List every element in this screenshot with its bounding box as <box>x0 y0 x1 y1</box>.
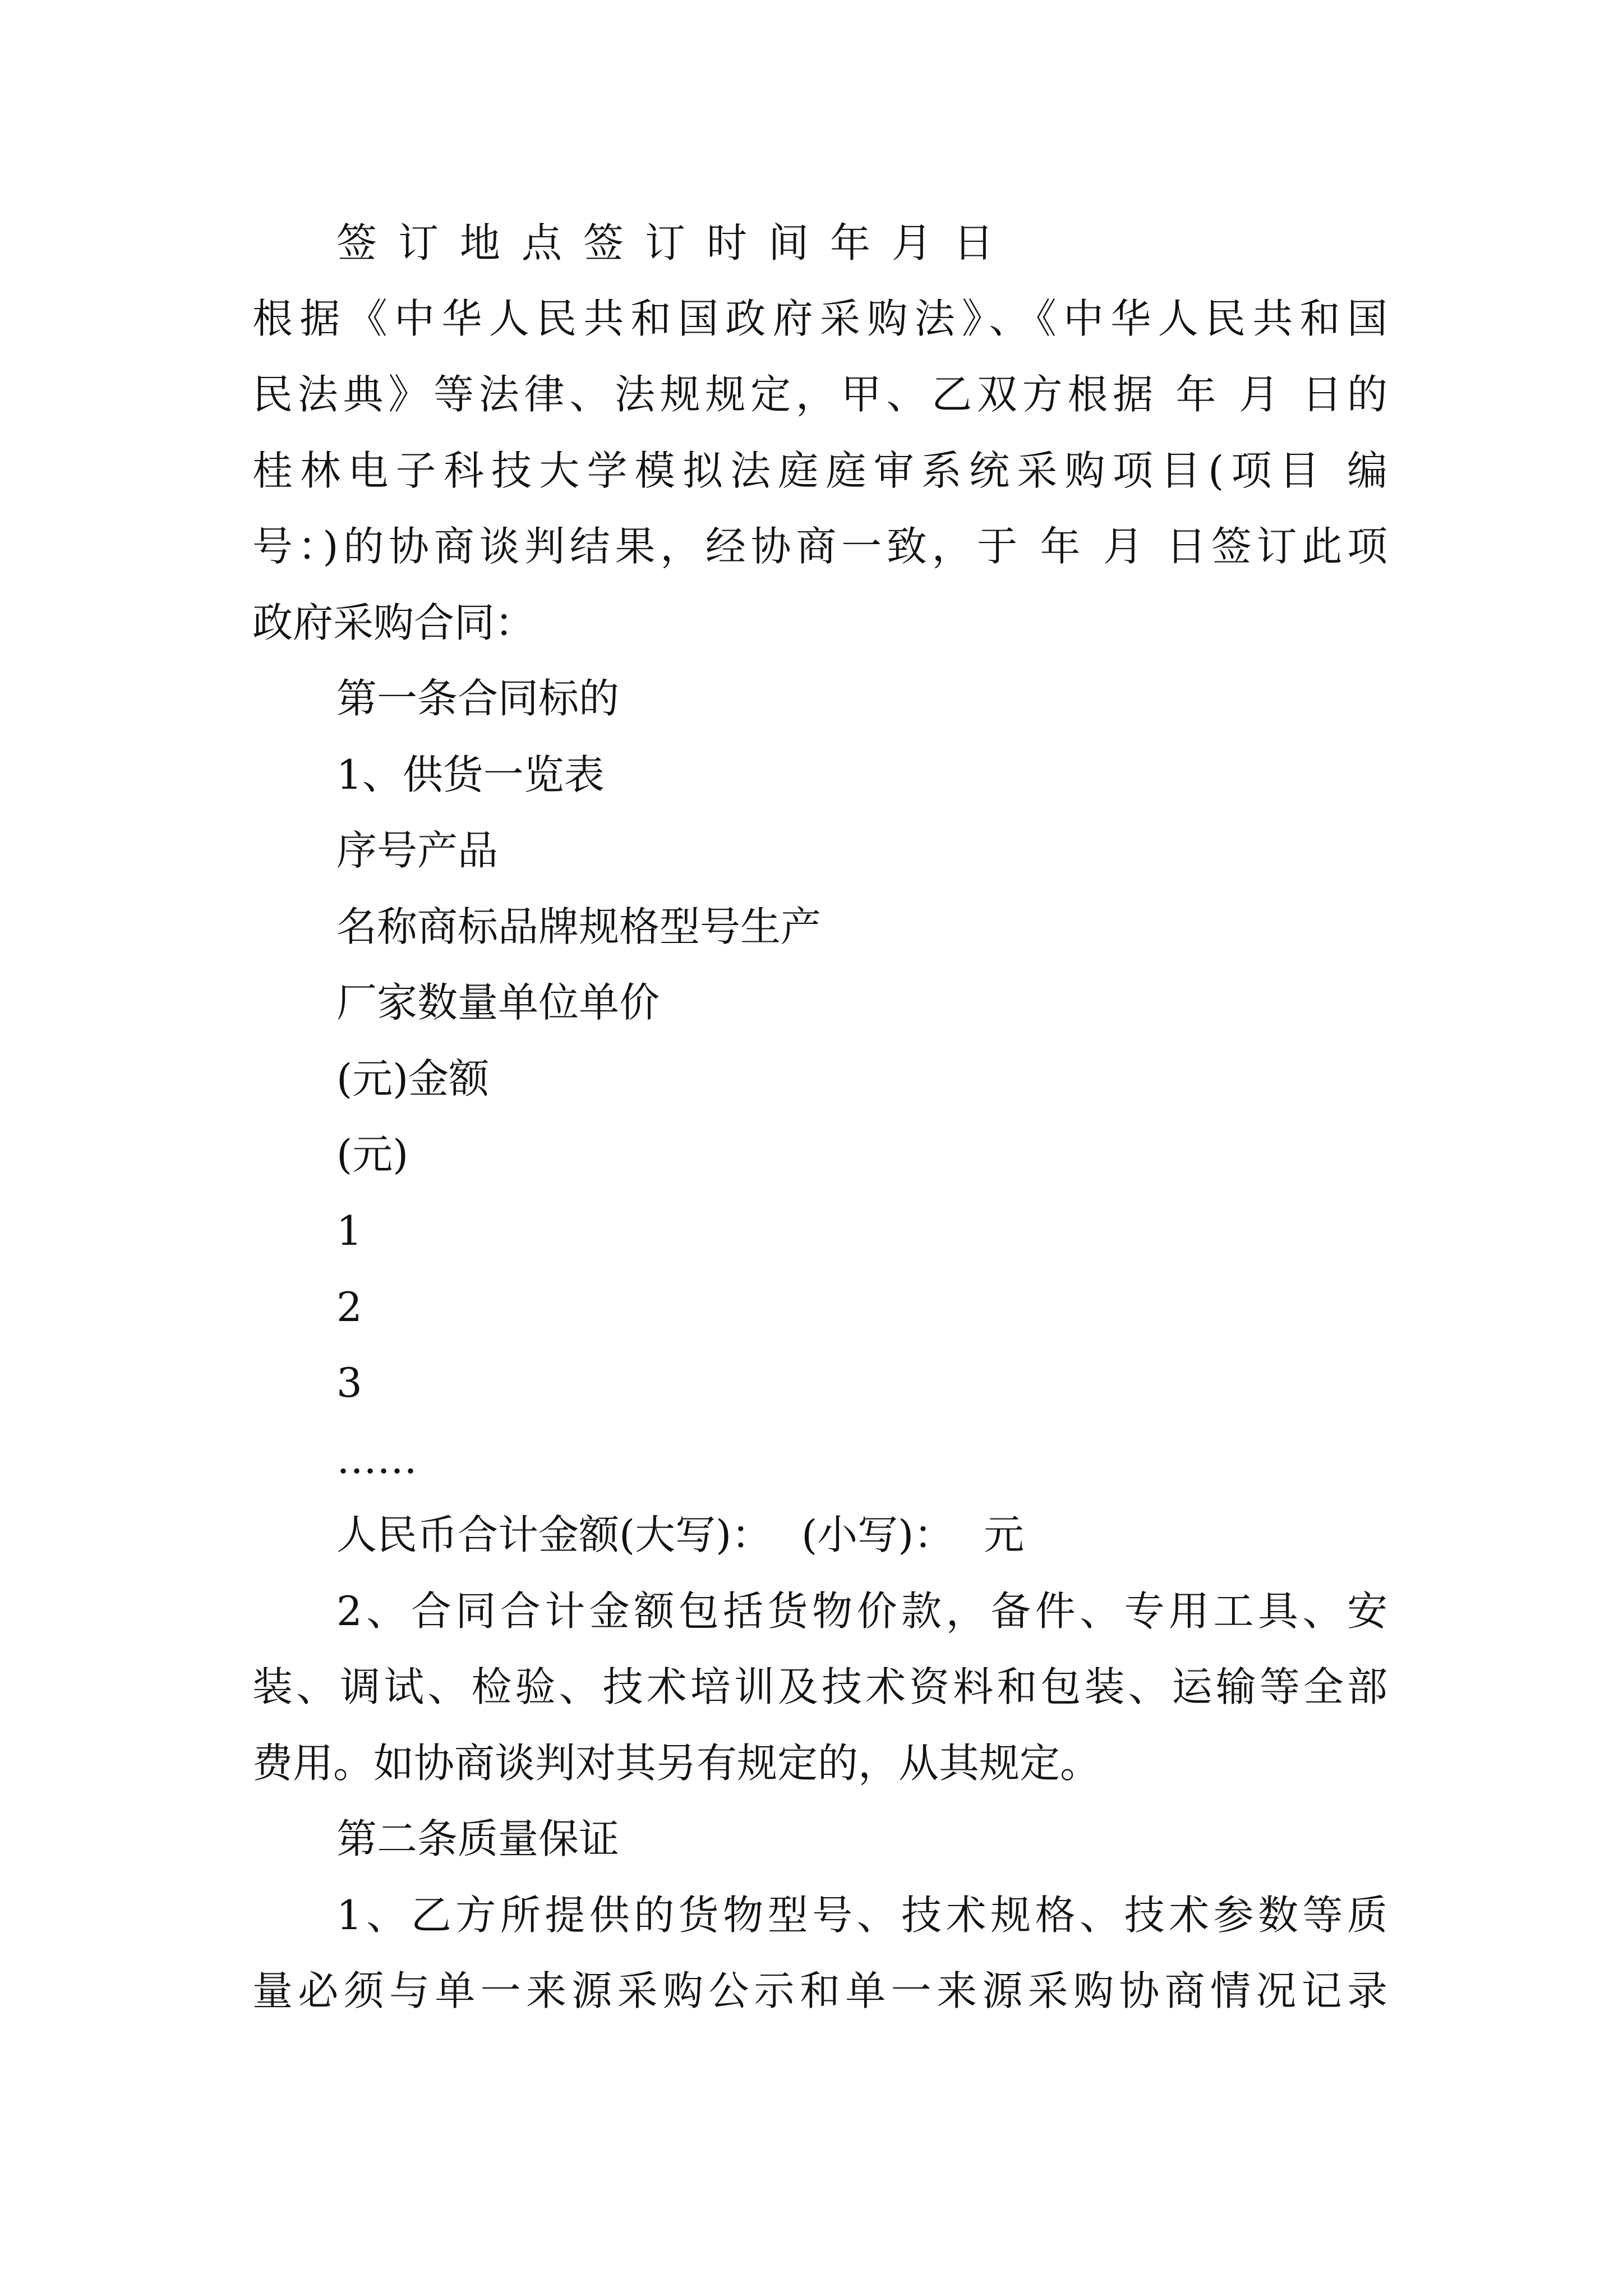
table-header-line: 序号产品 <box>336 827 499 874</box>
table-header-line: (元)金额 <box>336 1055 490 1102</box>
paragraph-line: 桂林电子科技大学模拟法庭庭审系统采购项目(项目 编 <box>252 447 1387 494</box>
table-header-line: 名称商标品牌规格型号生产 <box>336 903 822 950</box>
section-heading: 第一条合同标的 <box>336 675 620 722</box>
total-amount-line: 人民币合计金额(大写)： (小写)： 元 <box>336 1511 1025 1558</box>
signing-info-line: 签订地点签订时间年月日 <box>336 219 1016 266</box>
paragraph-line: 费用。如协商谈判对其另有规定的，从其规定。 <box>252 1740 1101 1787</box>
table-row-number: 1 <box>336 1207 362 1254</box>
paragraph-line: 根据《中华人民共和国政府采购法》、《中华人民共和国 <box>252 295 1387 342</box>
table-row-number: 2 <box>336 1283 362 1331</box>
paragraph-line: 民法典》等法律、法规规定，甲、乙双方根据 年 月 日的 <box>252 371 1387 418</box>
paragraph-line: 量必须与单一来源采购公示和单一来源采购协商情况记录 <box>252 1967 1387 2014</box>
paragraph-line: 2、合同合计金额包括货物价款，备件、专用工具、安 <box>336 1588 1387 1635</box>
table-header-line: (元) <box>336 1131 409 1178</box>
ellipsis-line: …… <box>336 1435 417 1483</box>
paragraph-line: 号：)的协商谈判结果，经协商一致，于 年 月 日签订此项 <box>252 523 1387 570</box>
paragraph-line: 1、乙方所提供的货物型号、技术规格、技术参数等质 <box>336 1892 1387 1939</box>
table-header-line: 厂家数量单位单价 <box>336 979 660 1026</box>
paragraph-line: 装、调试、检验、技术培训及技术资料和包装、运输等全部 <box>252 1663 1387 1710</box>
table-row-number: 3 <box>336 1359 362 1406</box>
section-heading: 第二条质量保证 <box>336 1815 620 1862</box>
paragraph-line: 政府采购合同： <box>252 599 536 646</box>
subsection-heading: 1、供货一览表 <box>336 751 605 798</box>
